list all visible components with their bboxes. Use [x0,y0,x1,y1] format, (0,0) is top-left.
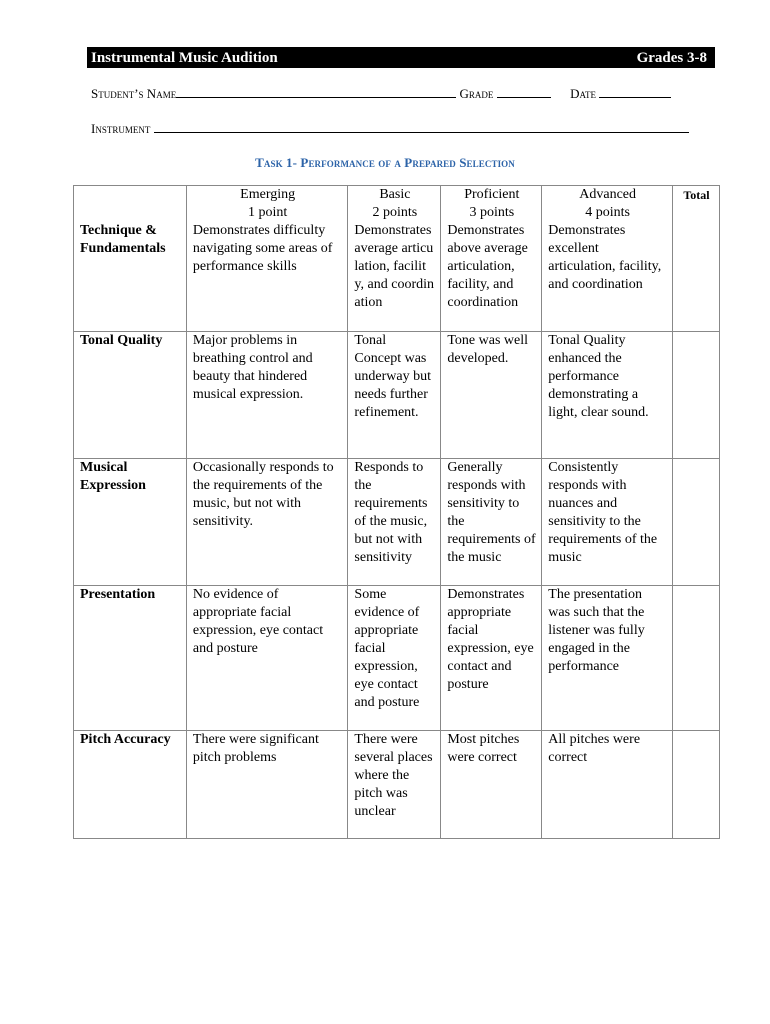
descriptor-text: Tonal Concept was underway but needs further refinement. [354,333,432,420]
student-name-label: Student’s Name [91,86,177,101]
descriptor-text: There were several places where the pitch was unclear [354,732,433,819]
total-header[interactable] [673,186,720,332]
rubric-cell [348,731,441,839]
grade-field[interactable] [497,86,551,98]
total-label: Total [683,188,710,202]
level-points: 2 points [372,205,418,220]
table-row [74,186,720,332]
descriptor-text: Tonal Quality enhanced the performance demonstrating a light, clear sound. [548,333,649,420]
total-cell[interactable] [673,332,720,459]
total-cell[interactable] [673,459,720,586]
descriptor-text: There were significant pitch problems [192,732,319,765]
rubric-cell [441,586,542,731]
level-points: 3 points [469,205,515,220]
criterion-label: Tonal Quality [80,333,163,348]
level-name: Basic [379,187,411,202]
total-cell[interactable] [673,731,720,839]
criterion-cell [74,332,187,459]
rubric-cell [186,186,348,332]
level-name: Emerging [240,187,296,202]
rubric-cell [348,186,441,332]
criterion-cell [74,586,187,731]
rubric-cell [441,459,542,586]
level-points: 4 points [585,205,631,220]
criterion-cell [74,186,187,332]
student-name-field[interactable] [176,86,456,98]
descriptor-text: Demonstrates difficulty navigating some areas of performance skills [192,223,333,274]
criterion-label: Presentation [80,587,156,602]
student-info-line [91,86,671,102]
rubric-cell [542,459,673,586]
descriptor-text: Demonstrates average articulation, facility, and coordination [354,223,434,310]
rubric-cell [441,731,542,839]
level-header [193,186,343,222]
level-header [447,186,536,222]
descriptor-text: Consistently responds with nuances and sensitivity to the requirements of the music [548,460,658,565]
descriptor-text: Generally responds with sensitivity to the requirements of the music [447,460,536,565]
criterion-label: Musical Expression [80,460,146,493]
rubric-cell [542,586,673,731]
rubric-cell [186,332,348,459]
rubric-cell [186,459,348,586]
instrument-line [91,121,689,137]
criterion-label: Technique & Fundamentals [80,223,166,256]
rubric-cell [348,586,441,731]
date-field[interactable] [599,86,671,98]
date-label: Date [570,86,596,101]
rubric-cell [542,332,673,459]
descriptor-text: Demonstrates appropriate facial expression, eye contact and posture [447,587,534,692]
rubric-cell [441,332,542,459]
instrument-label: Instrument [91,121,151,136]
rubric-cell [348,459,441,586]
rubric-table [73,185,720,839]
criterion-label: Pitch Accuracy [80,732,171,747]
grade-label: Grade [459,86,494,101]
descriptor-text: The presentation was such that the listener was fully engaged in the performance [548,587,645,674]
criterion-cell [74,459,187,586]
level-header [354,186,435,222]
instrument-field[interactable] [154,121,689,133]
table-row [74,731,720,839]
level-name: Proficient [464,187,520,202]
descriptor-text: Major problems in breathing control and beauty that hindered musical expression. [192,333,313,402]
grades-label: Grades 3-8 [636,50,707,66]
rubric-cell [186,586,348,731]
rubric-cell [348,332,441,459]
descriptor-text: Tone was well developed. [447,333,529,366]
level-header [548,186,667,222]
descriptor-text: Most pitches were correct [447,732,520,765]
descriptor-text: Responds to the requirements of the music, but not with sensitivity [354,460,428,565]
descriptor-text: No evidence of appropriate facial expression, eye contact and posture [192,587,324,656]
rubric-cell [441,186,542,332]
document-title: Instrumental Music Audition [91,50,278,66]
descriptor-text: Demonstrates excellent articulation, facility, and coordination [548,223,662,292]
rubric-cell [542,731,673,839]
descriptor-text: All pitches were correct [548,732,641,765]
criterion-cell [74,731,187,839]
descriptor-text: Some evidence of appropriate facial expression, eye contact and posture [354,587,420,710]
descriptor-text: Demonstrates above average articulation, facility, and coordination [447,223,528,310]
table-row [74,586,720,731]
rubric-cell [186,731,348,839]
table-row [74,332,720,459]
level-points: 1 point [248,205,288,220]
descriptor-text: Occasionally responds to the requirements of the music, but not with sensitivity. [192,460,334,529]
total-cell[interactable] [673,586,720,731]
title-bar [87,47,715,68]
rubric-cell [542,186,673,332]
task-heading: Task 1- Performance of a Prepared Selection [255,155,515,170]
table-row [74,459,720,586]
level-name: Advanced [579,187,637,202]
